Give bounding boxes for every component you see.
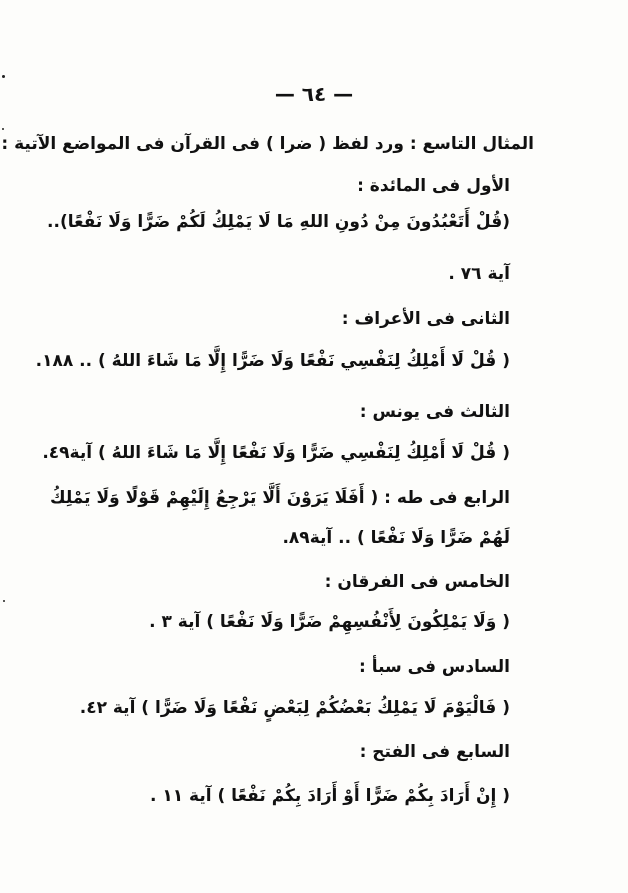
- heading-fifth: الخامس فى الفرقان :: [324, 572, 510, 592]
- verse-yunus: ( قُلْ لَا أَمْلِكُ لِنَفْسِي ضَرًّا وَلَا نَفْعًا إِلَّا مَا شَاءَ اللهُ ) آية٤٩.: [42, 443, 510, 463]
- scan-speck: [2, 128, 4, 130]
- verse-araf: ( قُلْ لَا أَمْلِكُ لِنَفْسِي نَفْعًا وَلَا ضَرًّا إِلَّا مَا شَاءَ اللهُ ) .. ١٨٨.: [35, 351, 510, 371]
- verse-ref-76: آية ٧٦ .: [448, 264, 510, 284]
- heading-sixth: السادس فى سبأ :: [359, 657, 510, 677]
- scan-speck: [3, 600, 5, 602]
- heading-third: الثالث فى يونس :: [359, 402, 510, 422]
- heading-seventh: السابع فى الفتح :: [359, 742, 510, 762]
- verse-furqan: ( وَلَا يَمْلِكُونَ لِأَنْفُسِهِمْ ضَرًّا وَلَا نَفْعًا ) آية ٣ .: [149, 612, 510, 632]
- scan-speck: [2, 75, 5, 78]
- verse-taha-line1: الرابع فى طه : ( أَفَلَا يَرَوْنَ أَلَّا يَرْجِعُ إِلَيْهِمْ قَوْلًا وَلَا يَمْلِكُ: [50, 488, 510, 508]
- verse-fath: ( إِنْ أَرَادَ بِكُمْ ضَرًّا أَوْ أَرَادَ بِكُمْ نَفْعًا ) آية ١١ .: [149, 786, 510, 806]
- heading-first: الأول فى المائدة :: [357, 176, 510, 196]
- page-number: — ٦٤ —: [274, 82, 354, 106]
- verse-saba: ( فَالْيَوْمَ لَا يَمْلِكُ بَعْضُكُمْ لِبَعْضٍ نَفْعًا وَلَا ضَرًّا ) آية ٤٢.: [79, 698, 510, 718]
- heading-second: الثانى فى الأعراف :: [341, 309, 510, 329]
- verse-maidah: (قُلْ أَتَعْبُدُونَ مِنْ دُونِ اللهِ مَا لَا يَمْلِكُ لَكُمْ ضَرًّا وَلَا نَفْعًا)..: [47, 212, 510, 232]
- intro-line: المثال التاسع : ورد لفظ ( ضرا ) فى القرآن فى المواضع الآتية :: [1, 134, 534, 154]
- verse-taha-line2: لَهُمْ ضَرًّا وَلَا نَفْعًا ) .. آية٨٩.: [282, 528, 510, 548]
